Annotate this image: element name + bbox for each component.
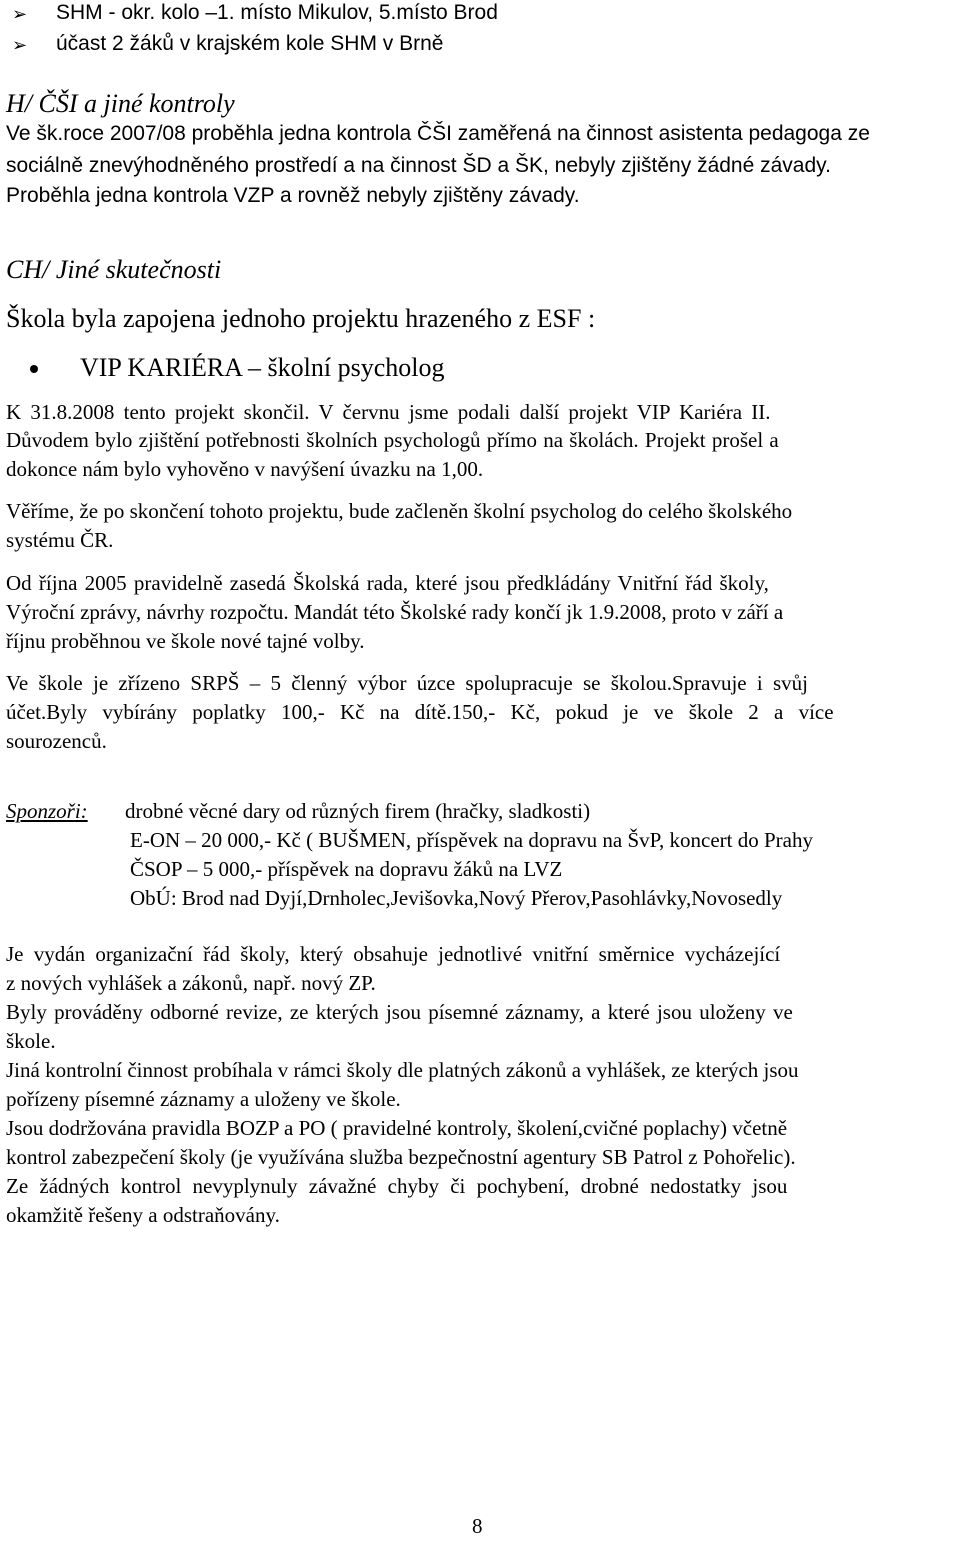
paragraph-line: sourozenců. [6,729,107,753]
paragraph-line: K 31.8.2008 tento projekt skončil. V červnu jsme podali další projekt VIP Kariéra II. [6,400,771,424]
list-item: účast 2 žáků v krajském kole SHM v Brně [56,32,444,55]
checkmark-arrow-icon: ➢ [12,4,28,24]
list-item: VIP KARIÉRA – školní psycholog [80,353,445,382]
sponsor-line: E-ON – 20 000,- Kč ( BUŠMEN, příspěvek na dopravu na ŠvP, koncert do Prahy [130,828,813,852]
paragraph-line: Výroční zprávy, návrhy rozpočtu. Mandát této Školské rady končí jk 1.9.2008, proto v září a [6,600,784,624]
paragraph-line: systému ČR. [6,528,114,552]
paragraph-line: z nových vyhlášek a zákonů, např. nový ZP. [6,971,376,995]
paragraph-line: Jsou dodržována pravidla BOZP a PO ( pravidelné kontroly, školení,cvičné poplachy) včetně [6,1116,788,1140]
paragraph-line: sociálně znevýhodněného prostředí a na činnost ŠD a ŠK, nebyly zjištěny žádné závady. [6,154,831,177]
paragraph-line: Je vydán organizační řád školy, který obsahuje jednotlivé vnitřní směrnice vycházející [6,942,781,966]
paragraph-line: Věříme, že po skončení tohoto projektu, bude začleněn školní psycholog do celého školského [6,499,793,523]
paragraph-line: Ze žádných kontrol nevyplynuly závažné chyby či pochybení, drobné nedostatky jsou [6,1174,788,1198]
page-number: 8 [472,1514,483,1538]
sponsor-line: ČSOP – 5 000,- příspěvek na dopravu žáků na LVZ [130,857,563,881]
paragraph-line: Od října 2005 pravidelně zasedá Školská rada, které jsou předkládány Vnitřní řád školy, [6,571,769,595]
paragraph-line: říjnu proběhnou ve škole nové tajné volby. [6,629,365,653]
paragraph-line: okamžitě řešeny a odstraňovány. [6,1203,280,1227]
paragraph-line: Důvodem bylo zjištění potřebnosti školních psychologů přímo na školách. Projekt prošel a [6,428,779,452]
paragraph-line: účet.Byly vybírány poplatky 100,- Kč na dítě.150,- Kč, pokud je ve škole 2 a více [6,700,834,724]
paragraph-line: Ve škole je zřízeno SRPŠ – 5 členný výbor úzce spolupracuje se školou.Spravuje i svůj [6,671,808,695]
checkmark-arrow-icon: ➢ [12,35,28,55]
bullet-icon [30,365,38,373]
paragraph-line: dokonce nám bylo vyhověno v navýšení úvazku na 1,00. [6,457,484,481]
sponsor-line: drobné věcné dary od různých firem (hračky, sladkosti) [125,799,591,823]
paragraph-line: Proběhla jedna kontrola VZP a rovněž nebyly zjištěny závady. [6,184,580,207]
paragraph-line: Ve šk.roce 2007/08 proběhla jedna kontrola ČŠI zaměřená na činnost asistenta pedagoga ze [6,122,870,145]
list-item: SHM - okr. kolo –1. místo Mikulov, 5.místo Brod [56,1,498,24]
paragraph-line: Byly prováděny odborné revize, ze kterých jsou písemné záznamy, a které jsou uloženy ve [6,1000,793,1024]
paragraph-line: škole. [6,1029,56,1053]
paragraph-line: Jiná kontrolní činnost probíhala v rámci školy dle platných zákonů a vyhlášek, ze kterých jsou [6,1058,799,1082]
paragraph-line: Škola byla zapojena jednoho projektu hrazeného z ESF : [6,304,596,333]
section-heading-h: H/ ČŠI a jiné kontroly [6,89,235,118]
sponsors-label: Sponzoři: [6,799,88,823]
sponsor-line: ObÚ: Brod nad Dyjí,Drnholec,Jevišovka,Nový Přerov,Pasohlávky,Novosedly [130,886,783,910]
paragraph-line: kontrol zabezpečení školy (je využívána služba bezpečnostní agentury SB Patrol z Pohořelic). [6,1145,796,1169]
paragraph-line: pořízeny písemné záznamy a uloženy ve škole. [6,1087,401,1111]
section-heading-ch: CH/ Jiné skutečnosti [6,255,222,284]
